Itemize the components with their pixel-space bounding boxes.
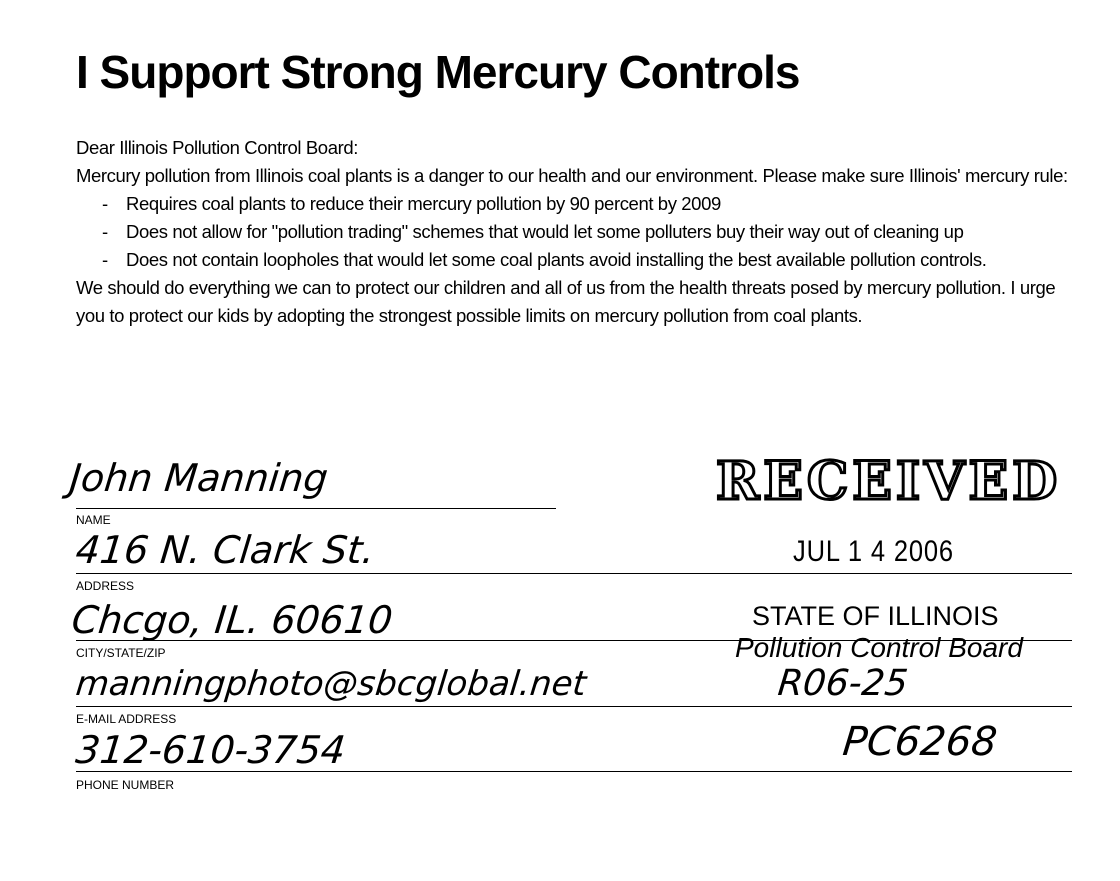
board-name: Pollution Control Board	[735, 632, 1023, 663]
list-item: - Does not contain loopholes that would let some coal plants avoid installing the best available pollution controls.	[76, 246, 1076, 274]
page-title: I Support Strong Mercury Controls	[76, 46, 800, 98]
received-date: JUL 1 4 2006	[793, 535, 954, 568]
list-item: - Requires coal plants to reduce their mercury pollution by 90 percent by 2009	[76, 190, 1076, 218]
public-comment-number: PC6268	[840, 719, 1000, 765]
name-line	[76, 508, 556, 509]
city-state-zip-value: Chcgo, IL. 60610	[69, 598, 395, 642]
phone-value: 312-610-3754	[73, 728, 348, 772]
address-label: ADDRESS	[76, 579, 135, 593]
phone-label: PHONE NUMBER	[76, 778, 175, 792]
agency-name: STATE OF ILLINOIS	[752, 601, 999, 631]
address-line	[76, 573, 1072, 574]
city-state-zip-label: CITY/STATE/ZIP	[76, 646, 166, 660]
requirements-list	[76, 190, 1076, 274]
name-value: John Manning	[67, 456, 331, 500]
email-line	[76, 706, 1072, 707]
address-value: 416 N. Clark St.	[73, 528, 377, 572]
letter-body	[76, 134, 1076, 330]
letter-closing: We should do everything we can to protect our children and all of us from the health threats posed by mercury pollution. I urge you to protect our kids by adopting the strongest possible limits on mercury pollution from coal plants.	[76, 277, 1056, 326]
list-item: - Does not allow for "pollution trading" schemes that would let some polluters buy their way out of cleaning up	[76, 218, 1076, 246]
received-word: RECEIVED	[716, 451, 1062, 512]
email-value: manningphoto@sbcglobal.net	[73, 664, 589, 704]
salutation: Dear Illinois Pollution Control Board:	[76, 137, 358, 158]
phone-line	[76, 771, 1072, 772]
name-label: NAME	[76, 513, 111, 527]
email-label: E-MAIL ADDRESS	[76, 712, 177, 726]
docket-number: R06-25	[775, 663, 910, 704]
letter-intro: Mercury pollution from Illinois coal plants is a danger to our health and our environment. Please make sure Illinois' mercury rule:	[76, 165, 1068, 186]
